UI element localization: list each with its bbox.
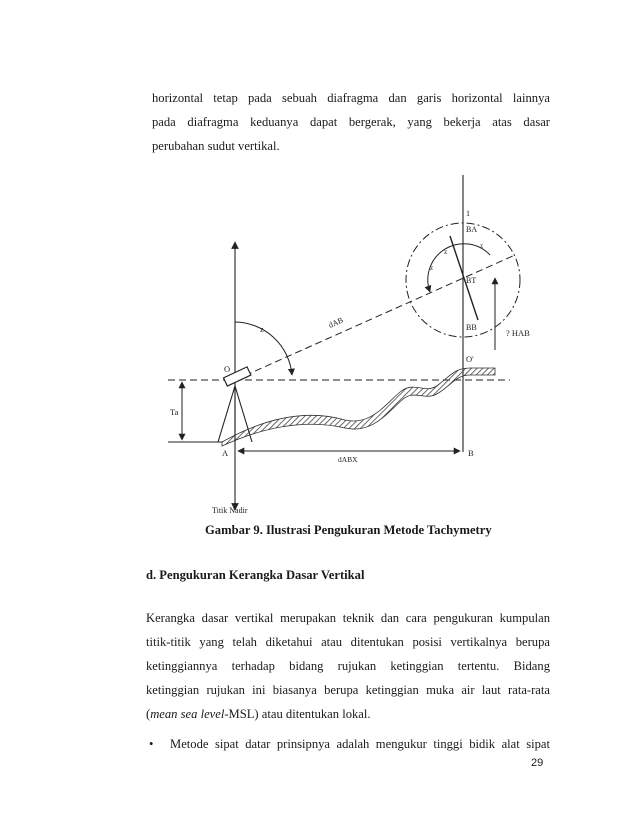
paren: ( [146, 707, 151, 721]
text-line: pada diafragma keduanya dapat bergerak, yang bekerja atas dasar [152, 115, 550, 129]
svg-text:z: z [430, 264, 434, 272]
italic-term: mean sea level [150, 707, 225, 721]
page-number: 29 [531, 757, 544, 769]
tachymetry-figure [160, 170, 540, 520]
label-dabx: dABX [338, 455, 358, 464]
bullet-text: Metode sipat datar prinsipnya adalah mengukur tinggi bidik alat sipat [170, 737, 550, 751]
bullet-icon: • [149, 737, 154, 751]
label-1: 1 [466, 209, 470, 218]
label-nadir: Titik Nadir [212, 506, 248, 515]
label-ba: BA [466, 225, 478, 234]
svg-text:z: z [444, 248, 448, 256]
label-o: O [224, 364, 231, 374]
label-bb: BB [466, 323, 477, 332]
text-line: perubahan sudut vertikal. [152, 139, 280, 153]
label-a: A [222, 448, 229, 458]
text-line-last [146, 702, 550, 726]
text-line: ketinggiannya terhadap bidang rujukan ketinggian tertentu. Bidang [146, 659, 550, 673]
figure-caption: Gambar 9. Ilustrasi Pengukuran Metode Tachymetry [205, 523, 492, 537]
section-paragraph [146, 606, 550, 726]
text-line: titik-titik yang telah diketahui atau ditentukan posisi vertikalnya berupa [146, 635, 550, 649]
svg-text:z: z [480, 242, 484, 250]
section-heading: d. Pengukuran Kerangka Dasar Vertikal [146, 568, 365, 582]
label-dab: dAB [327, 315, 345, 330]
text-line: ketinggian rujukan ini biasanya berupa ketinggian muka air laut rata-rata [146, 683, 550, 697]
label-hab: ? HAB [506, 328, 530, 338]
label-b: B [468, 448, 474, 458]
top-paragraph [152, 86, 550, 158]
text-line: Kerangka dasar vertikal merupakan teknik dan cara pengukuran kumpulan [146, 611, 550, 625]
line-rest: -MSL) atau ditentukan lokal. [224, 707, 371, 721]
svg-text:z: z [260, 325, 264, 334]
label-ta: Ta [170, 407, 179, 417]
label-bt: BT [466, 276, 477, 285]
label-o-prime: O' [466, 354, 474, 364]
text-line: horizontal tetap pada sebuah diafragma dan garis horizontal lainnya [152, 91, 550, 105]
inner-angle-arc [428, 244, 490, 292]
